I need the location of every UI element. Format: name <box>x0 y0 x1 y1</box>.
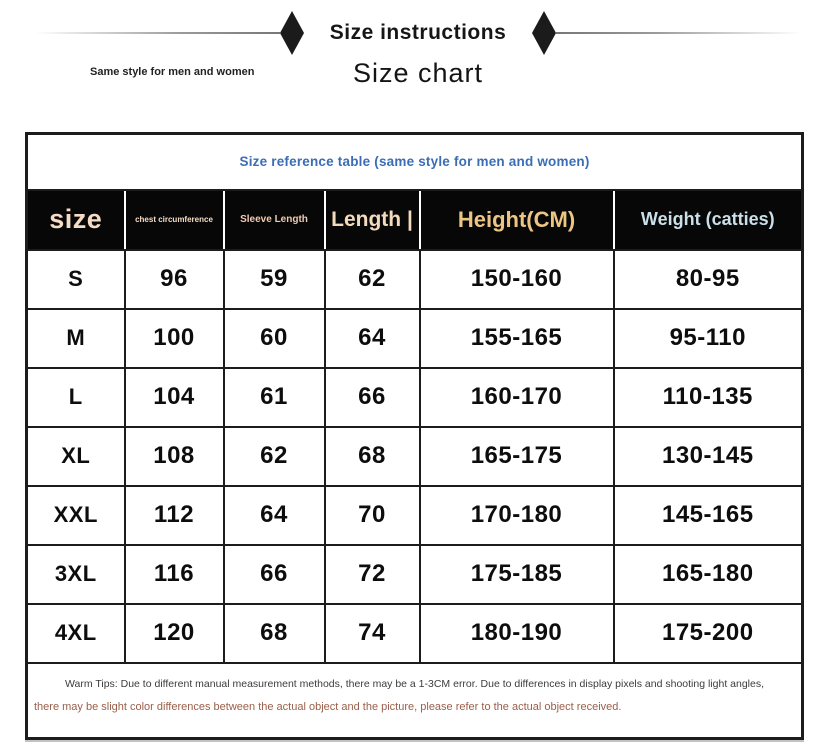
value-cell: 80-95 <box>614 250 803 309</box>
diamond-icon-left <box>280 11 304 55</box>
value-cell: 66 <box>224 545 325 604</box>
diamond-icon-right <box>532 11 556 55</box>
value-cell: 96 <box>125 250 224 309</box>
size-cell: M <box>27 309 125 368</box>
value-cell: 61 <box>224 368 325 427</box>
value-cell: 104 <box>125 368 224 427</box>
table-row <box>27 427 803 486</box>
decor-line-left <box>35 32 280 34</box>
table-row <box>27 309 803 368</box>
value-cell: 60 <box>224 309 325 368</box>
size-table <box>25 132 804 740</box>
table-row <box>27 486 803 545</box>
size-chart-heading: Size chart <box>352 58 484 88</box>
column-header-size: size <box>27 190 125 250</box>
value-cell: 145-165 <box>614 486 803 545</box>
table-row <box>27 368 803 427</box>
value-cell: 120 <box>125 604 224 663</box>
value-cell: 74 <box>325 604 420 663</box>
sub-header <box>0 54 836 102</box>
table-row <box>27 604 803 663</box>
column-header-height-cm: Height(CM) <box>420 190 614 250</box>
column-header-chest-circumference: chest circumference <box>125 190 224 250</box>
table-caption: Size reference table (same style for men and women) <box>27 134 803 190</box>
value-cell: 170-180 <box>420 486 614 545</box>
value-cell: 108 <box>125 427 224 486</box>
value-cell: 150-160 <box>420 250 614 309</box>
warm-tips-row <box>27 663 803 739</box>
unisex-note: Same style for men and women <box>90 66 255 78</box>
warm-tips-line1: Warm Tips: Due to different manual measurement methods, there may be a 1-3CM error. Due to differences in display pixels and shooting light angles, <box>65 677 765 690</box>
value-cell: 70 <box>325 486 420 545</box>
value-cell: 175-185 <box>420 545 614 604</box>
value-cell: 68 <box>325 427 420 486</box>
value-cell: 66 <box>325 368 420 427</box>
table-caption-row <box>27 134 803 190</box>
size-cell: XL <box>27 427 125 486</box>
size-cell: 4XL <box>27 604 125 663</box>
value-cell: 165-175 <box>420 427 614 486</box>
table-row <box>27 250 803 309</box>
value-cell: 160-170 <box>420 368 614 427</box>
warm-tips-line2: there may be slight color differences between the actual object and the picture, please refer to the actual object received. <box>34 700 622 713</box>
value-cell: 59 <box>224 250 325 309</box>
value-cell: 68 <box>224 604 325 663</box>
size-cell: XXL <box>27 486 125 545</box>
size-table-body <box>27 250 803 663</box>
value-cell: 165-180 <box>614 545 803 604</box>
column-header-weight-catties: Weight (catties) <box>614 190 803 250</box>
value-cell: 62 <box>224 427 325 486</box>
value-cell: 130-145 <box>614 427 803 486</box>
value-cell: 100 <box>125 309 224 368</box>
value-cell: 180-190 <box>420 604 614 663</box>
table-row <box>27 545 803 604</box>
value-cell: 112 <box>125 486 224 545</box>
column-header-length: Length | <box>325 190 420 250</box>
decor-line-right <box>556 32 801 34</box>
column-header-sleeve-length: Sleeve Length <box>224 190 325 250</box>
size-cell: L <box>27 368 125 427</box>
value-cell: 155-165 <box>420 309 614 368</box>
value-cell: 175-200 <box>614 604 803 663</box>
value-cell: 64 <box>224 486 325 545</box>
size-cell: 3XL <box>27 545 125 604</box>
table-header-row <box>27 190 803 250</box>
value-cell: 116 <box>125 545 224 604</box>
warm-tips-cell <box>27 663 803 739</box>
top-banner <box>35 0 801 54</box>
value-cell: 64 <box>325 309 420 368</box>
size-cell: S <box>27 250 125 309</box>
value-cell: 72 <box>325 545 420 604</box>
value-cell: 110-135 <box>614 368 803 427</box>
value-cell: 95-110 <box>614 309 803 368</box>
value-cell: 62 <box>325 250 420 309</box>
page-title: Size instructions <box>329 21 507 44</box>
